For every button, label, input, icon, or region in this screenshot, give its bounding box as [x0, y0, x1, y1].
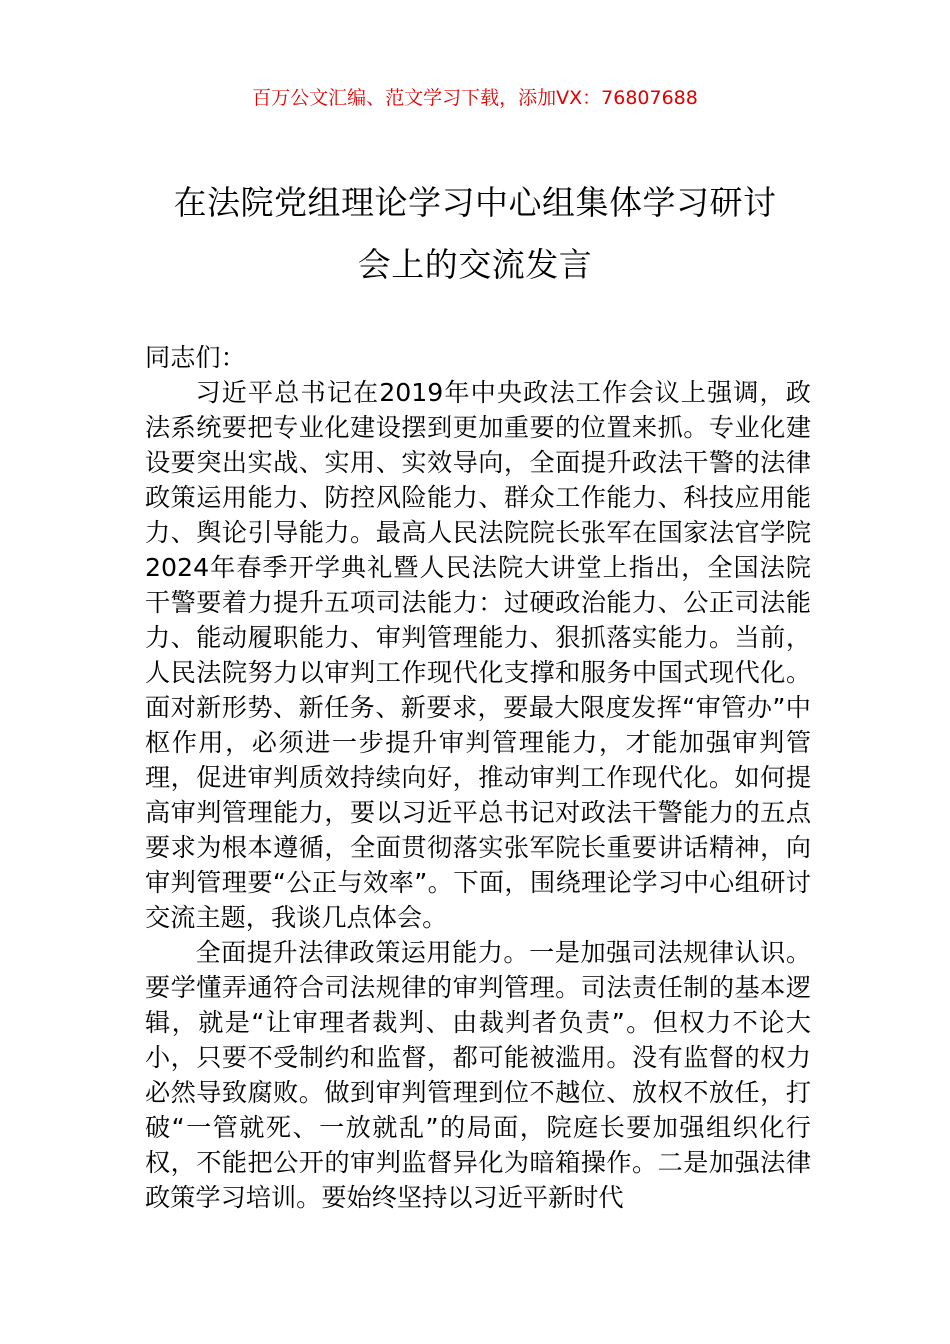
title-line-2: 会上的交流发言: [357, 245, 593, 284]
paragraph-1: 习近平总书记在2019年中央政法工作会议上强调，政法系统要把专业化建设摆到更加重要的位置来抓。专业化建设要突出实战、实用、实效导向，全面提升政法干警的法律政策运用能力、防控风险能力、群众工作能力、科技应用能力、舆论引导能力。最高人民法院院长张军在国家法官学院2024年春季开学典礼暨人民法院大讲堂上指出，全国法院干警要着力提升五项司法能力：过硬政治能力、公正司法能力、能动履职能力、审判管理能力、狠抓落实能力。当前，人民法院努力以审判工作现代化支撑和服务中国式现代化。面对新形势、新任务、新要求，要最大限度发挥“审管办”中枢作用，必须进一步提升审判管理能力，才能加强审判管理，促进审判质效持续向好，推动审判工作现代化。如何提高审判管理能力，要以习近平总书记对政法干警能力的五点要求为根本遵循，全面贯彻落实张军院长重要讲话精神，向审判管理要“公正与效率”。下面，围绕理论学习中心组研讨交流主题，我谈几点体会。: [145, 378, 811, 932]
title-line-1: 在法院党组理论学习中心组集体学习研讨: [173, 183, 777, 222]
salutation: 同志们：: [145, 343, 246, 372]
header-note: 百万公文汇编、范文学习下载，添加VX：76807688: [252, 87, 698, 109]
document-body: [145, 340, 811, 1215]
document-title: [120, 172, 830, 296]
paragraph-2: 全面提升法律政策运用能力。一是加强司法规律认识。要学懂弄通符合司法规律的审判管理。司法责任制的基本逻辑，就是“让审理者裁判、由裁判者负责”。但权力不论大小，只要不受制约和监督，都可能被滥用。没有监督的权力必然导致腐败。做到审判管理到位不越位、放权不放任，打破“一管就死、一放就乱”的局面，院庭长要加强组织化行权，不能把公开的审判监督异化为暗箱操作。二是加强法律政策学习培训。要始终坚持以习近平新时代: [145, 938, 811, 1212]
